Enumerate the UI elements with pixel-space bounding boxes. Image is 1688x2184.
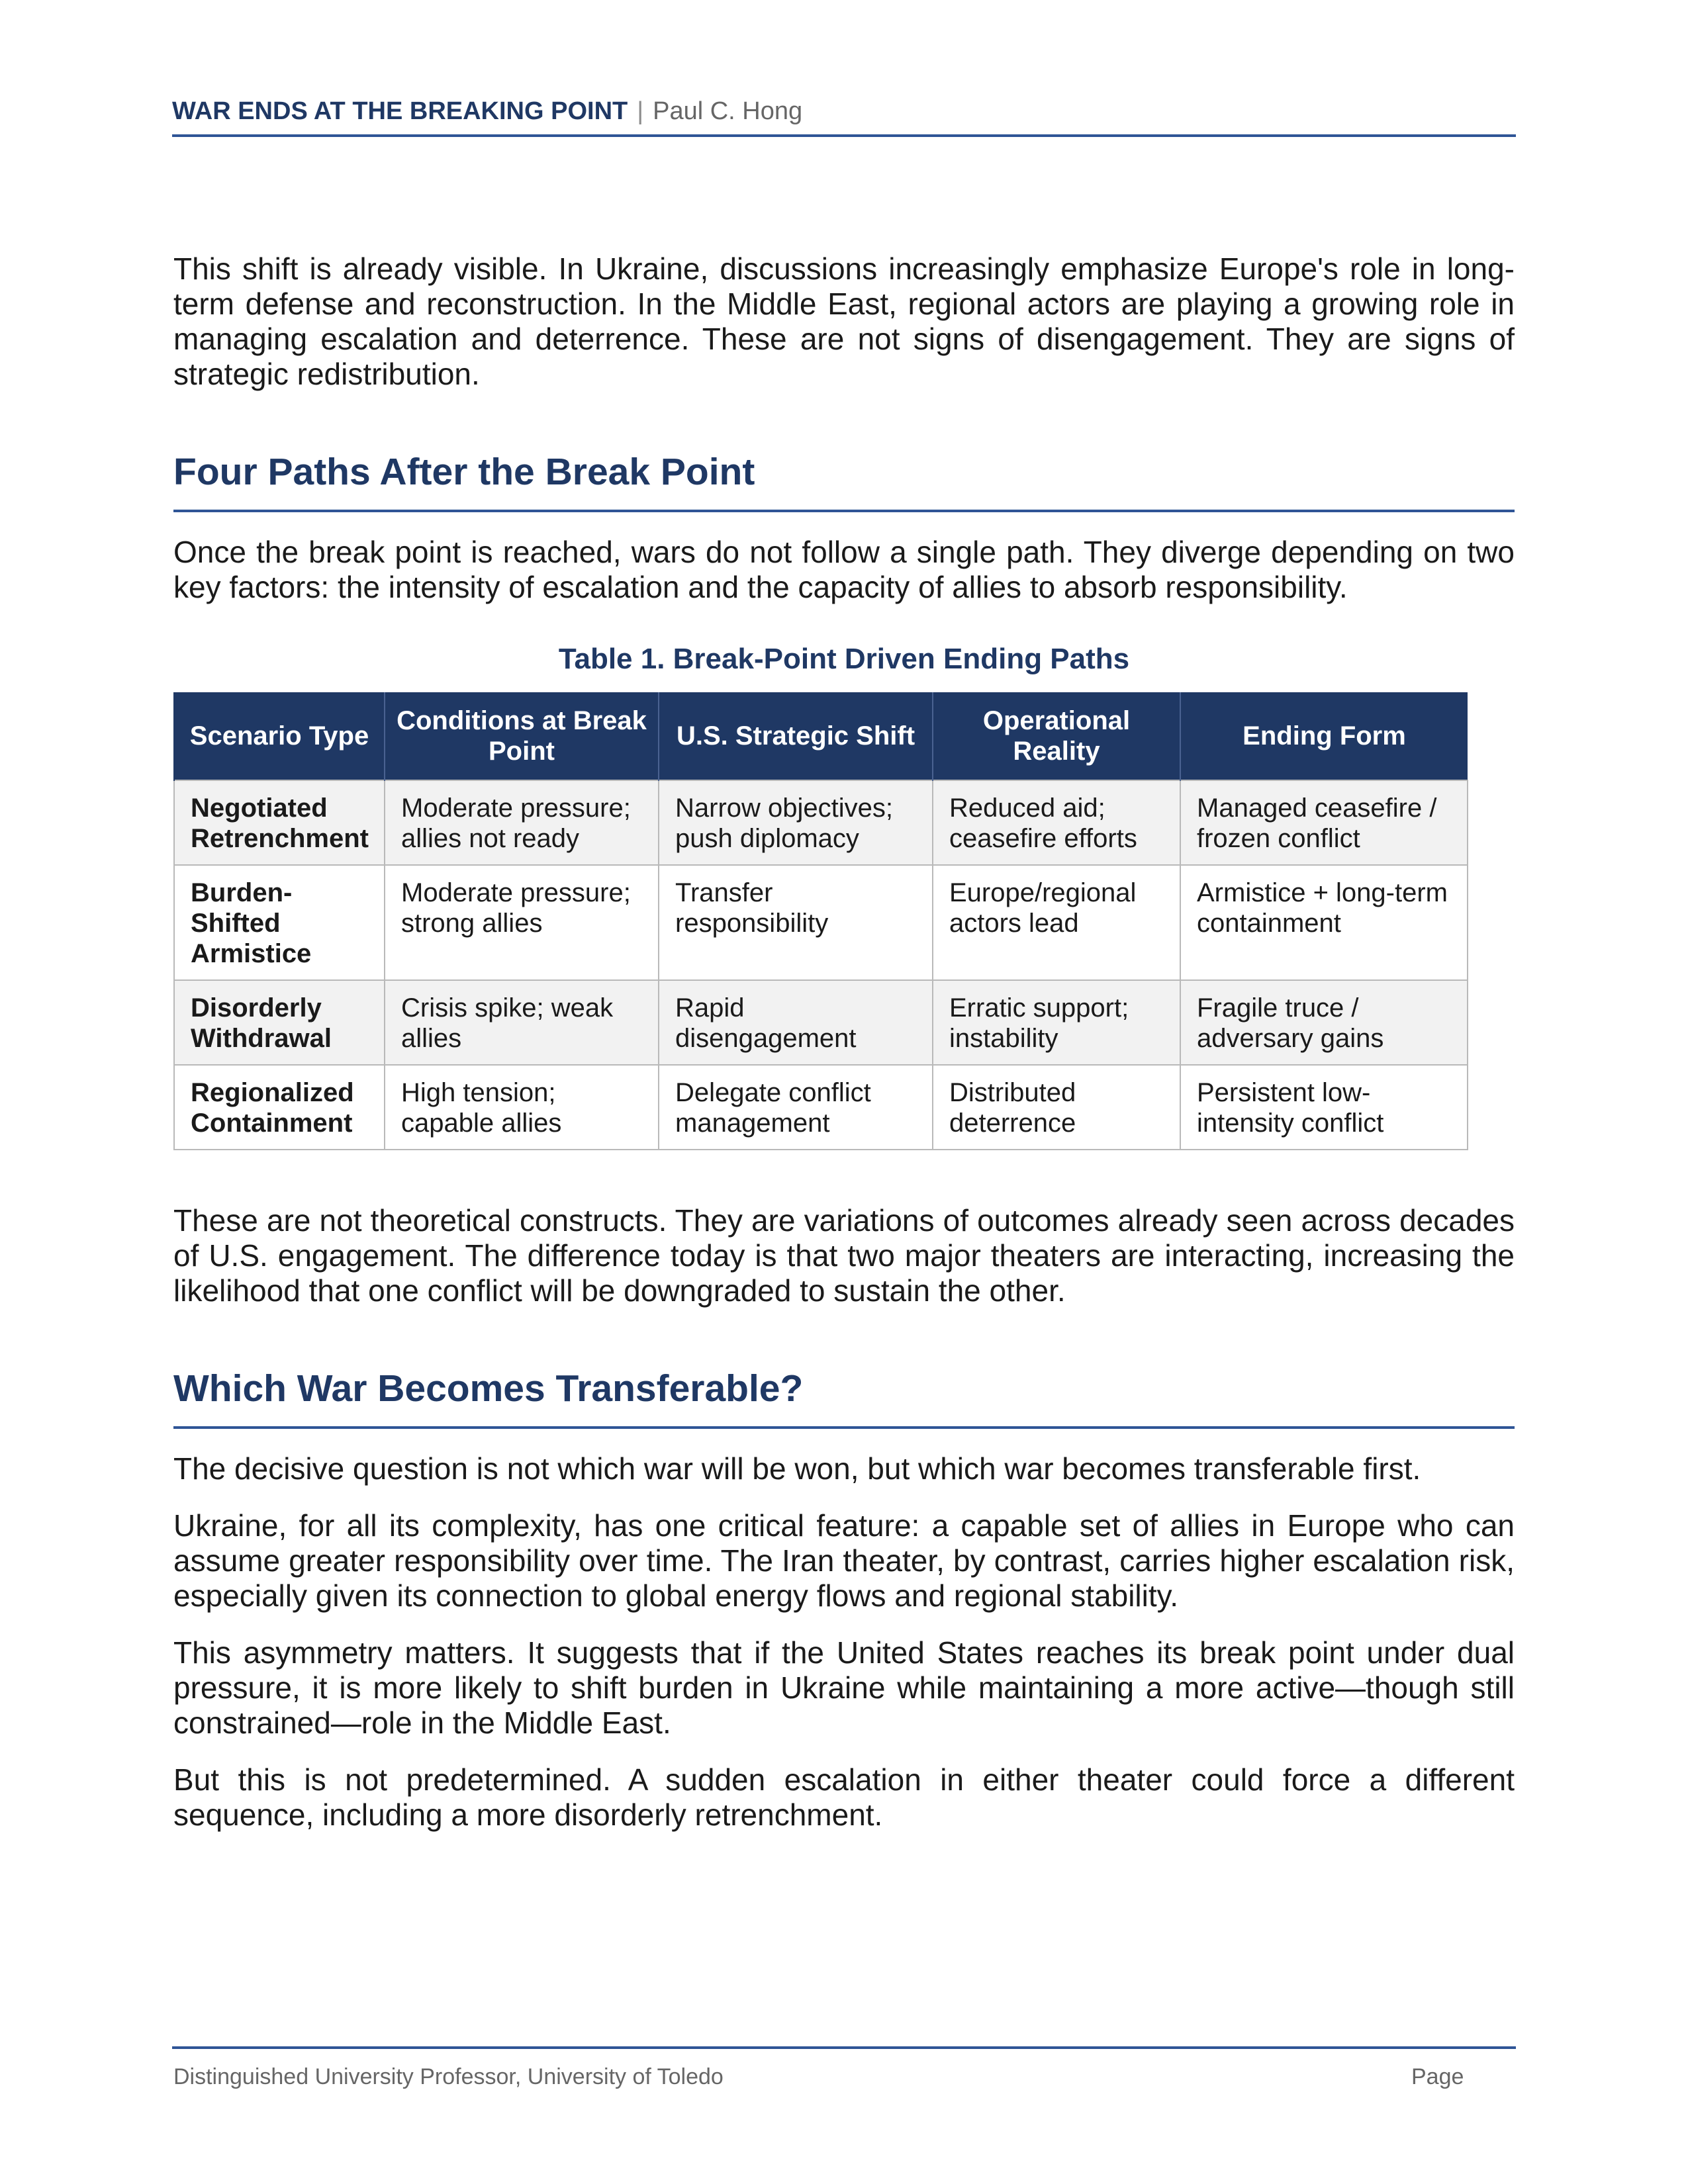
scenario-type-cell: Regionalized Containment — [174, 1065, 385, 1150]
main-content — [173, 251, 1515, 1833]
section2-paragraph: Ukraine, for all its complexity, has one critical feature: a capable set of allies in Europe who can assume greater responsibility over time. The Iran theater, by contrast, carries higher escalation risk, especially given its connection to global energy flows and regional stability. — [173, 1508, 1515, 1613]
section-heading-transferable: Which War Becomes Transferable? — [173, 1365, 1515, 1429]
ending-paths-table — [173, 692, 1468, 1150]
header-title: WAR ENDS AT THE BREAKING POINT — [172, 97, 628, 125]
table-cell: Delegate conflict management — [659, 1065, 933, 1150]
section1-paragraph: Once the break point is reached, wars do not follow a single path. They diverge depending on two key factors: the intensity of escalation and the capacity of allies to absorb responsibility. — [173, 535, 1515, 604]
table-cell: Persistent low-intensity conflict — [1180, 1065, 1468, 1150]
table-cell: High tension; capable allies — [385, 1065, 659, 1150]
table-cell: Managed ceasefire / frozen conflict — [1180, 780, 1468, 865]
table-cell: Reduced aid; ceasefire efforts — [933, 780, 1180, 865]
table-cell: Armistice + long-term containment — [1180, 865, 1468, 980]
column-header: Operational Reality — [933, 692, 1180, 780]
section2-paragraph: But this is not predetermined. A sudden escalation in either theater could force a different sequence, including a more disorderly retrenchment. — [173, 1762, 1515, 1832]
header-author: Paul C. Hong — [653, 97, 803, 125]
section2-paragraph: This asymmetry matters. It suggests that if the United States reaches its break point under dual pressure, it is more likely to shift burden in Ukraine while maintaining a more active—though still constrained—role in the Middle East. — [173, 1635, 1515, 1740]
intro-paragraph: This shift is already visible. In Ukraine, discussions increasingly emphasize Europe's role in long-term defense and reconstruction. In the Middle East, regional actors are playing a growing role in managing escalation and deterrence. These are not signs of disengagement. They are signs of strategic redistribution. — [173, 251, 1515, 391]
running-footer — [172, 2046, 1516, 2089]
footer-page-label: Page — [1411, 2064, 1464, 2089]
section2-paragraph: The decisive question is not which war will be won, but which war becomes transferable first. — [173, 1451, 1421, 1486]
scenario-type-cell: Burden-Shifted Armistice — [174, 865, 385, 980]
table-cell: Rapid disengagement — [659, 980, 933, 1065]
table-cell: Crisis spike; weak allies — [385, 980, 659, 1065]
table-cell: Fragile truce / adversary gains — [1180, 980, 1468, 1065]
table-cell: Erratic support; instability — [933, 980, 1180, 1065]
table-header-row — [174, 692, 1468, 780]
column-header: U.S. Strategic Shift — [659, 692, 933, 780]
table-cell: Moderate pressure; allies not ready — [385, 780, 659, 865]
scenario-type-cell: Negotiated Retrenchment — [174, 780, 385, 865]
table-cell: Europe/regional actors lead — [933, 865, 1180, 980]
column-header: Ending Form — [1180, 692, 1468, 780]
scenario-type-cell: Disorderly Withdrawal — [174, 980, 385, 1065]
table-row — [174, 780, 1468, 865]
table-cell: Narrow objectives; push diplomacy — [659, 780, 933, 865]
table-row — [174, 980, 1468, 1065]
running-header — [172, 95, 1516, 137]
table-row — [174, 865, 1468, 980]
section-heading-four-paths: Four Paths After the Break Point — [173, 449, 1515, 512]
table-cell: Distributed deterrence — [933, 1065, 1180, 1150]
table-cell: Transfer responsibility — [659, 865, 933, 980]
header-separator: | — [637, 97, 644, 125]
column-header: Conditions at Break Point — [385, 692, 659, 780]
column-header: Scenario Type — [174, 692, 385, 780]
table-cell: Moderate pressure; strong allies — [385, 865, 659, 980]
table-caption: Table 1. Break-Point Driven Ending Paths — [558, 643, 1130, 675]
table-row — [174, 1065, 1468, 1150]
footer-affiliation: Distinguished University Professor, University of Toledo — [173, 2064, 724, 2089]
after-table-paragraph: These are not theoretical constructs. They are variations of outcomes already seen across decades of U.S. engagement. The difference today is that two major theaters are interacting, increasing the likelihood that one conflict will be downgraded to sustain the other. — [173, 1203, 1515, 1308]
